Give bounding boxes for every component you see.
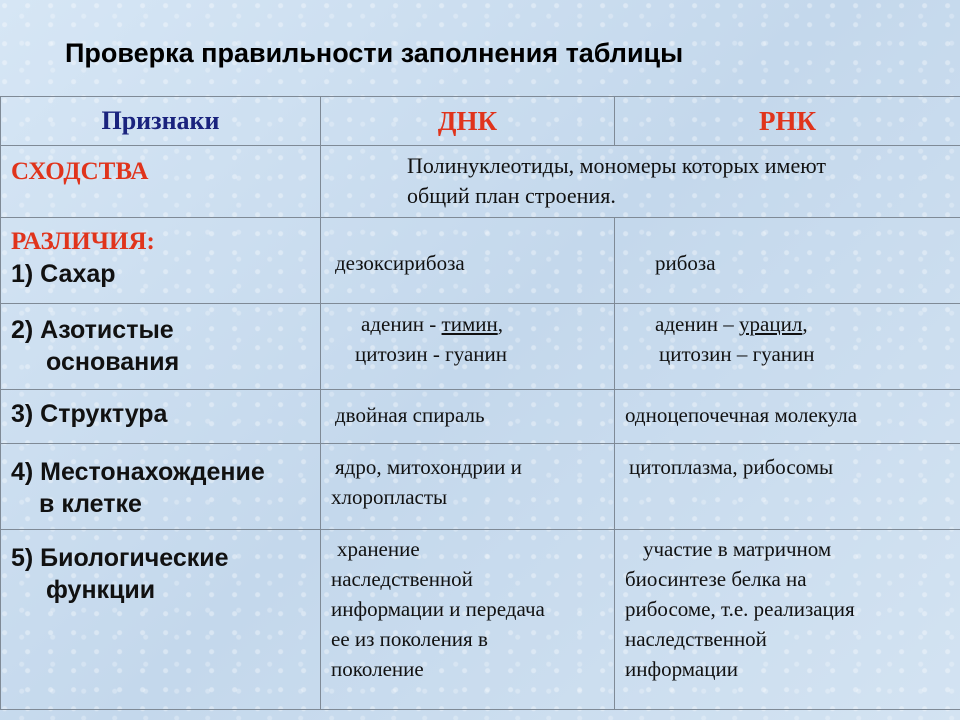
structure-label: 3) Структура xyxy=(1,390,321,444)
functions-dna-line: информации и передача xyxy=(331,597,545,621)
rna-comma: , xyxy=(802,312,808,336)
header-row xyxy=(1,97,960,146)
header-feature: Признаки xyxy=(1,97,321,146)
bases-rna-line2: цитозин – гуанин xyxy=(659,342,815,366)
bases-rna-line1 xyxy=(655,309,960,339)
bases-dna-line2: цитозин - гуанин xyxy=(355,342,508,366)
functions-dna-line: поколение xyxy=(331,657,424,681)
sugar-rna: рибоза xyxy=(615,218,960,304)
dna-pair-adenine: аденин - xyxy=(361,312,442,336)
header-rna: РНК xyxy=(615,97,960,146)
similarity-label: СХОДСТВА xyxy=(11,158,149,185)
location-rna: цитоплазма, рибосомы xyxy=(615,444,960,530)
functions-rna-line: информации xyxy=(625,657,738,681)
functions-label-line1: 5) Биологические xyxy=(11,544,229,572)
functions-rna-line: наследственной xyxy=(625,627,767,651)
functions-label-line2: функции xyxy=(46,576,156,604)
slide-title: Проверка правильности заполнения таблицы xyxy=(65,38,684,68)
functions-rna-line: биосинтезе белка на xyxy=(625,567,807,591)
dna-comma: , xyxy=(497,312,503,336)
functions-dna-line: хранение xyxy=(337,537,420,561)
rna-pair-adenine: аденин – xyxy=(655,312,740,336)
row-location xyxy=(1,444,960,530)
functions-rna-line: рибосоме, т.е. реализация xyxy=(625,597,855,621)
row-bases xyxy=(1,304,960,390)
functions-dna-line: наследственной xyxy=(331,567,473,591)
row-similarity xyxy=(1,146,960,218)
header-dna: ДНК xyxy=(321,97,615,146)
dna-thymine: тимин xyxy=(441,312,498,336)
functions-dna-line: ее из поколения в xyxy=(331,627,488,651)
location-dna-line1: ядро, митохондрии и xyxy=(335,455,522,479)
similarity-text-line2: общий план строения. xyxy=(407,183,616,208)
row-functions xyxy=(1,530,960,710)
structure-rna: одноцепочечная молекула xyxy=(615,390,960,444)
bases-label-line1: 2) Азотистые xyxy=(11,316,174,344)
location-label-line2: в клетке xyxy=(39,490,142,518)
sugar-label: 1) Сахар xyxy=(11,260,116,288)
rna-uracil: урацил xyxy=(739,312,803,336)
row-sugar xyxy=(1,218,960,304)
comparison-table xyxy=(0,96,960,710)
bases-label-line2: основания xyxy=(46,348,180,376)
functions-rna-line: участие в матричном xyxy=(643,537,832,561)
bases-dna-line1 xyxy=(335,309,614,339)
similarity-text-line1: Полинуклеотиды, мономеры которых имеют xyxy=(407,153,826,178)
differences-label: РАЗЛИЧИЯ: xyxy=(11,228,155,255)
structure-dna: двойная спираль xyxy=(321,390,615,444)
sugar-dna: дезоксирибоза xyxy=(321,218,615,304)
location-label-line1: 4) Местонахождение xyxy=(11,458,265,486)
location-dna-line2: хлоропласты xyxy=(331,485,448,509)
row-structure xyxy=(1,390,960,444)
